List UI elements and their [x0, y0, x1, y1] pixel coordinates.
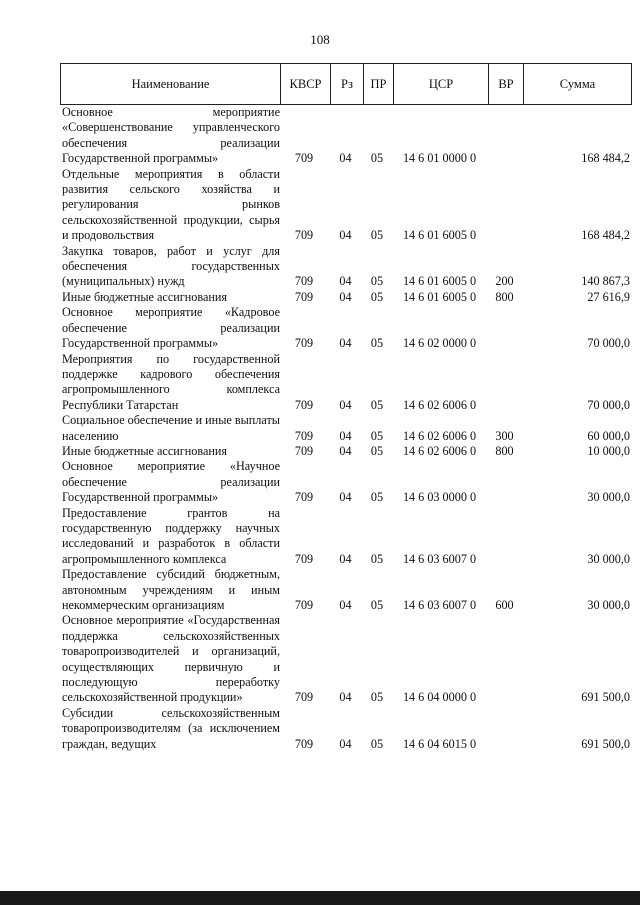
row-csr: 14 6 01 6005 0: [402, 228, 477, 243]
row-vr: 800: [495, 443, 514, 458]
row-kvsr: 709: [294, 598, 314, 612]
row-kvsr: 709: [294, 690, 314, 705]
row-vr: 800: [495, 289, 514, 304]
table-row: [60, 305, 632, 351]
budget-table: [60, 63, 632, 752]
header-pr: ПР: [363, 64, 393, 104]
row-pr: 05: [370, 551, 384, 566]
row-rz: 04: [339, 289, 352, 304]
row-rz: 04: [339, 274, 352, 289]
row-pr: 05: [370, 274, 384, 289]
row-sum: 60 000,0: [587, 428, 630, 443]
row-name: Социальное обеспечение и иные выплаты населению: [62, 413, 280, 443]
row-sum: 10 000,0: [587, 443, 630, 458]
table-row: [60, 444, 632, 459]
row-pr: 05: [370, 690, 384, 705]
table-row: [60, 352, 632, 414]
row-rz: 04: [339, 443, 352, 458]
row-sum: 691 500,0: [581, 736, 630, 751]
row-sum: 30 000,0: [587, 598, 630, 612]
row-pr: 05: [370, 289, 384, 304]
row-pr: 05: [370, 151, 384, 166]
row-csr: 14 6 01 6005 0: [402, 289, 477, 304]
row-name: Закупка товаров, работ и услуг для обеспечения государственных (муниципальных) нужд: [62, 243, 280, 289]
row-rz: 04: [339, 736, 352, 751]
row-rz: 04: [339, 397, 352, 412]
row-rz: 04: [339, 690, 352, 705]
row-csr: 14 6 04 6015 0: [402, 736, 477, 751]
table-row: [60, 244, 632, 290]
table-body: [60, 105, 632, 752]
row-vr: 600: [495, 598, 514, 612]
row-pr: 05: [370, 490, 384, 505]
row-rz: 04: [339, 336, 352, 351]
header-kvsr: КВСР: [280, 64, 330, 104]
row-vr: 200: [495, 274, 514, 289]
row-pr: 05: [370, 428, 384, 443]
table-row: [60, 706, 632, 752]
row-sum: 168 484,2: [581, 228, 630, 243]
row-sum: 691 500,0: [581, 690, 630, 705]
row-name: Предоставление грантов на государственную поддержку научных исследований и разработок в области агропромышленного комплекса: [62, 505, 280, 566]
row-csr: 14 6 03 0000 0: [402, 490, 477, 505]
row-kvsr: 709: [294, 490, 314, 505]
table-header: [60, 63, 632, 105]
row-name: Предоставление субсидий бюджетным, автономным учреждениям и иным некоммерческим организациям: [62, 567, 280, 612]
row-kvsr: 709: [294, 336, 314, 351]
row-name: Иные бюджетные ассигнования: [62, 443, 228, 458]
row-pr: 05: [370, 228, 384, 243]
row-sum: 70 000,0: [587, 397, 630, 412]
row-csr: 14 6 01 0000 0: [402, 151, 477, 166]
row-rz: 04: [339, 428, 352, 443]
header-sum: Сумма: [523, 64, 631, 104]
row-name: Мероприятия по государственной поддержке кадрового обеспечения агропромышленного комплекса Республики Татарстан: [62, 351, 280, 412]
row-sum: 30 000,0: [587, 490, 630, 505]
row-csr: 14 6 01 6005 0: [402, 274, 477, 289]
row-csr: 14 6 02 6006 0: [402, 443, 477, 458]
row-rz: 04: [339, 151, 352, 166]
table-row: [60, 290, 632, 305]
table-row: [60, 613, 632, 705]
row-pr: 05: [370, 736, 384, 751]
row-kvsr: 709: [294, 397, 314, 412]
table-row: [60, 105, 632, 167]
header-vr: ВР: [488, 64, 523, 104]
row-pr: 05: [370, 598, 384, 612]
table-row: [60, 459, 632, 505]
row-kvsr: 709: [294, 289, 314, 304]
header-csr: ЦСР: [393, 64, 488, 104]
page-number: 108: [310, 32, 330, 47]
row-csr: 14 6 04 0000 0: [402, 690, 477, 705]
scan-edge: [0, 891, 640, 905]
row-pr: 05: [370, 443, 384, 458]
row-csr: 14 6 02 0000 0: [402, 336, 477, 351]
row-kvsr: 709: [294, 151, 314, 166]
header-rz: Рз: [330, 64, 363, 104]
row-name: Отдельные мероприятия в области развития сельского хозяйства и регулирования рынков сельскохозяйственной продукции, сырья и продовольствия: [62, 166, 280, 243]
header-name: Наименование: [131, 77, 210, 91]
row-name: Основное мероприятие «Совершенствование управленческого обеспечения реализации Государственной программы»: [62, 105, 280, 166]
table-row: [60, 506, 632, 568]
row-csr: 14 6 03 6007 0: [402, 551, 477, 566]
table-row: [60, 567, 632, 613]
row-name: Основное мероприятие «Научное обеспечение реализации Государственной программы»: [62, 459, 280, 505]
row-sum: 168 484,2: [581, 151, 630, 166]
row-name: Иные бюджетные ассигнования: [62, 289, 228, 304]
row-sum: 70 000,0: [587, 336, 630, 351]
row-sum: 27 616,9: [587, 289, 630, 304]
row-kvsr: 709: [294, 428, 314, 443]
row-kvsr: 709: [294, 736, 314, 751]
row-kvsr: 709: [294, 551, 314, 566]
row-rz: 04: [339, 551, 352, 566]
row-pr: 05: [370, 336, 384, 351]
row-csr: 14 6 02 6006 0: [402, 428, 477, 443]
row-sum: 30 000,0: [587, 551, 630, 566]
row-vr: 300: [495, 428, 514, 443]
table-row: [60, 167, 632, 244]
row-csr: 14 6 03 6007 0: [402, 598, 477, 612]
row-name: Основное мероприятие «Кадровое обеспечение реализации Государственной программы»: [62, 305, 280, 351]
row-csr: 14 6 02 6006 0: [402, 397, 477, 412]
row-kvsr: 709: [294, 443, 314, 458]
row-rz: 04: [339, 490, 352, 505]
row-name: Основное мероприятие «Государственная поддержка сельскохозяйственных товаропроизводителей и организаций, осуществляющих первичную и последующую переработку сельскохозяйственной продукции»: [62, 613, 280, 705]
table-row: [60, 413, 632, 444]
row-sum: 140 867,3: [581, 274, 630, 289]
row-pr: 05: [370, 397, 384, 412]
row-rz: 04: [339, 598, 352, 612]
row-name: Субсидии сельскохозяйственным товаропроизводителям (за исключением граждан, ведущих: [62, 705, 280, 751]
row-rz: 04: [339, 228, 352, 243]
row-kvsr: 709: [294, 228, 314, 243]
row-kvsr: 709: [294, 274, 314, 289]
